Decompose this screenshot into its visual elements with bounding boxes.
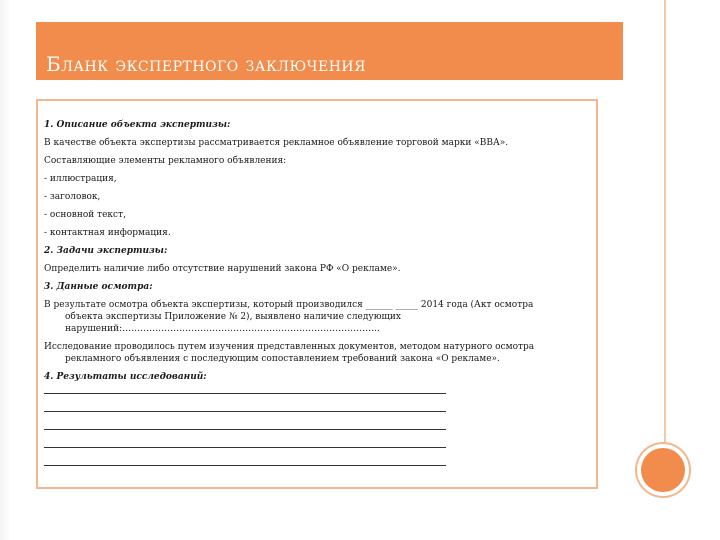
paragraph-object: В качестве объекта экспертизы рассматривается рекламное объявление торговой марки «ВВА». <box>44 138 509 148</box>
section-heading-4: 4. Результаты исследований: <box>44 372 207 382</box>
title-bar <box>36 22 623 80</box>
form-content <box>44 119 589 466</box>
paragraph-inspection-line2: объекта экспертизы Приложение № 2), выявлено наличие следующих <box>65 312 402 322</box>
slide-title: Бланк экспертного заключения <box>46 52 366 76</box>
paragraph-tasks: Определить наличие либо отсутствие нарушений закона РФ «О рекламе». <box>44 264 401 274</box>
blank-fill-line <box>44 447 446 448</box>
document-form <box>36 99 598 489</box>
paragraph-inspection-line3: нарушений:………………………………………………………………………….. <box>65 324 380 334</box>
section-heading-3: 3. Данные осмотра: <box>44 282 153 292</box>
blank-fill-line <box>44 411 446 412</box>
list-item: - основной текст, <box>44 210 126 220</box>
blank-fill-line <box>44 429 446 430</box>
list-item: - заголовок, <box>44 192 101 202</box>
blank-fill-line <box>44 393 446 394</box>
right-decor-line <box>664 0 666 448</box>
left-edge-shadow <box>0 0 10 540</box>
paragraph-inspection-line1: В результате осмотра объекта экспертизы, который производился ______ _____ 2014 года (Акт осмотра <box>44 300 534 310</box>
list-item: - иллюстрация, <box>44 174 117 184</box>
blank-fill-line <box>44 465 446 466</box>
section-heading-2: 2. Задачи экспертизы: <box>44 246 168 256</box>
paragraph-elements: Составляющие элементы рекламного объявления: <box>44 156 287 166</box>
decorative-circle-icon <box>641 448 685 492</box>
paragraph-method-line1: Исследование проводилось путем изучения представленных документов, методом натурного осмотра <box>44 342 535 352</box>
paragraph-method-line2: рекламного объявления с последующим сопоставлением требований закона «О рекламе». <box>65 354 500 364</box>
section-heading-1: 1. Описание объекта экспертизы: <box>44 120 231 130</box>
list-item: - контактная информация. <box>44 228 171 238</box>
